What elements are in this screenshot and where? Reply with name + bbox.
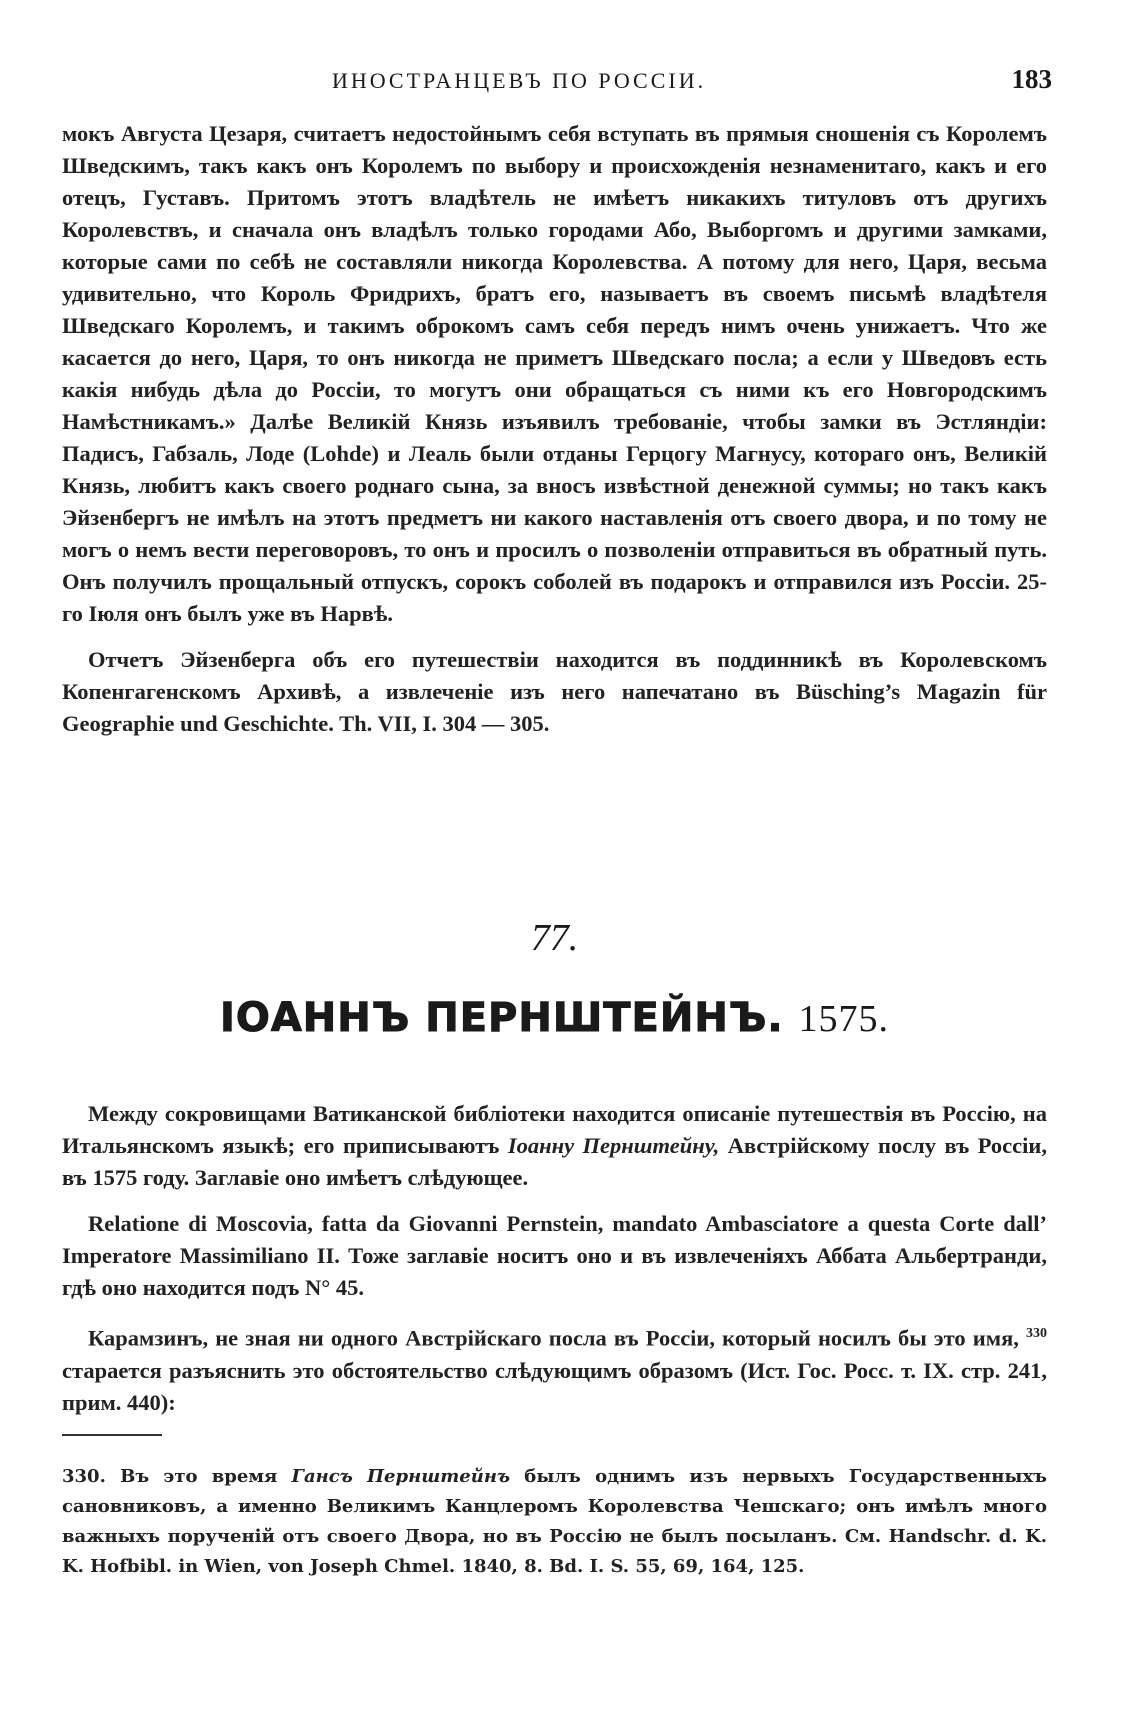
section-number: 77. <box>530 917 579 959</box>
paragraph-vatican-italic: Іоанну Пернштейну, <box>507 1133 720 1158</box>
paragraph-continuation: мокъ Августа Цезаря, считаетъ недостойнымъ себя вступать въ прямыя сношенія съ Королемъ Шведскимъ, такъ какъ онъ Королемъ по выбору и происхожденія незнаменитаго, какъ и его отецъ, Густавъ. Притомъ этотъ владѣтель не имѣетъ никакихъ титуловъ отъ другихъ Королевствъ, и сначала онъ владѣлъ только городами Або, Выборгомъ и другими замками, которые сами по себѣ не составляли никогда Королевства. А потому для него, Царя, весьма удивительно, что Король Фридрихъ, братъ его, называетъ въ своемъ письмѣ владѣтеля Шведскаго Королемъ, и такимъ оброкомъ самъ себя передъ нимъ очень унижаетъ. Что же касается до него, Царя, то онъ никогда не приметъ Шведскаго посла; а если у Шведовъ есть какія нибудь дѣла до Россіи, то могутъ они обращаться съ ними къ его Новгородскимъ Намѣстникамъ.» Далѣе Великій Князь изъявилъ требованіе, чтобы замки въ Эстляндіи: Падисъ, Габзаль, Лоде (Lohde) и Леаль были отданы Герцогу Магнусу, котораго онъ, Великій Князь, любитъ какъ своего роднаго сына, за вносъ извѣстной денежной суммы; но такъ какъ Эйзенбергъ не имѣлъ на этотъ предметъ ни какого наставленія отъ своего двора, и по тому не могъ о немъ вести переговоровъ, то онъ и просилъ о позволеніи отправиться въ обратный путь. Онъ получилъ прощальный отпускъ, сорокъ соболей въ подарокъ и отправился изъ Россіи. 25-го Іюля онъ былъ уже въ Нарвѣ. <box>62 121 1047 626</box>
paragraph-source-note: Отчетъ Эйзенберга объ его путешествіи находится въ поддинникѣ въ Королевскомъ Копенгагенскомъ Архивѣ, а извлеченіе изъ него напечатано въ Büsching’s Magazin für Geographie und Geschichte. Th. VII, I. 304 — 305. <box>62 647 1047 736</box>
footnote-text-1: Въ это время <box>105 1466 292 1487</box>
paragraph-vatican <box>62 1098 1047 1194</box>
footnote-text <box>62 1462 1047 1582</box>
section-body <box>62 1098 1047 1433</box>
section-title-year: 1575. <box>798 998 890 1040</box>
book-page <box>62 0 1052 1720</box>
section-title-name: ІОАННЪ ПЕРНШТЕЙНЪ. <box>219 995 784 1041</box>
paragraph-karamzin <box>62 1318 1047 1419</box>
paragraph-relatione: Relatione di Moscovia, fatta da Giovanni Pernstein, mandato Ambasciatore a questa Corte dall’ Imperatore Massimiliano II. Тоже заглавіе носитъ оно и въ извлеченіяхъ Аббата Альбертранди, гдѣ оно находится подъ N° 45. <box>62 1211 1047 1300</box>
footnote-text-2: былъ однимъ изъ нервыхъ Государственныхъ сановниковъ, а именно Великимъ Канцлеромъ Королевства Чешскаго; онъ имѣлъ много важныхъ порученій отъ своего Двора, но въ Россію не былъ посыланъ. См. Handschr. d. K. K. Hofbibl. in Wien, von Joseph Chmel. 1840, 8. Bd. I. S. 55, 69, 164, 125. <box>62 1466 1047 1577</box>
footnote <box>62 1462 1047 1582</box>
paragraph-vatican-text-1: Между сокровищами Ватиканской библіотеки находится описаніе путешествія въ Россію, на Итальянскомъ языкѣ; его приписываютъ <box>62 1101 1047 1158</box>
paragraph-karamzin-text-1: Карамзинъ, не зная ни одного Австрійскаго посла въ Россіи, который носилъ бы это имя, <box>88 1325 1026 1351</box>
continued-text <box>62 118 1047 754</box>
page-number: 183 <box>1011 64 1052 94</box>
footnote-italic-name: Гансъ Пернштейнъ <box>291 1466 511 1487</box>
paragraph-karamzin-text-2: старается разъяснить это обстоятельство слѣдующимъ образомъ (Ист. Гос. Росс. т. IX. стр. 241, прим. 440): <box>62 1357 1047 1415</box>
footnote-number: 330. <box>62 1466 106 1487</box>
footnote-reference: 330 <box>1026 1326 1047 1341</box>
footnote-divider <box>62 1434 162 1436</box>
running-title: ИНОСТРАНЦЕВЪ ПО РОССІИ. <box>332 68 707 93</box>
section-title <box>62 995 1047 1041</box>
running-head <box>62 64 1052 104</box>
paragraph-vatican-text-2: Австрійскому послу въ Россіи, въ 1575 году. Заглавіе оно имѣетъ слѣдующее. <box>62 1133 1047 1190</box>
